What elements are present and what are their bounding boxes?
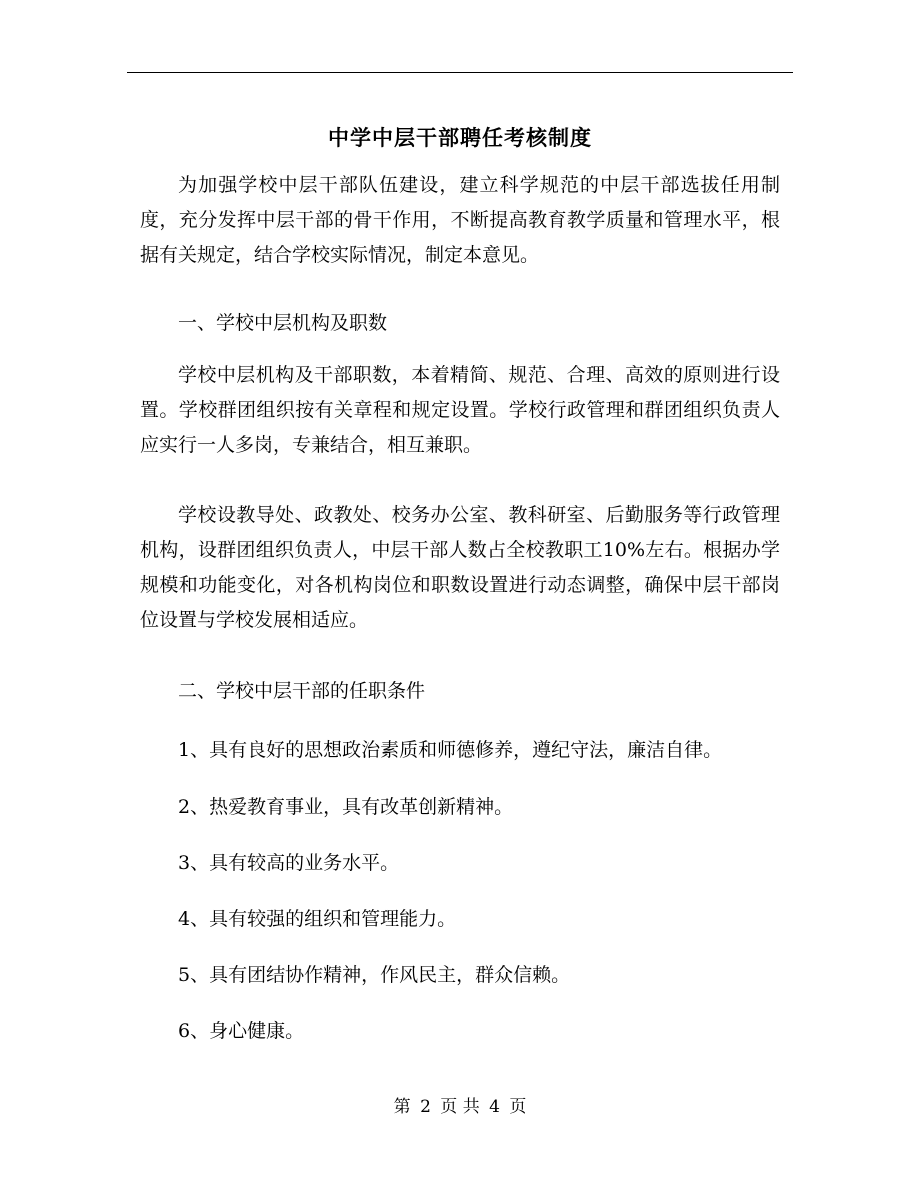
list-item-condition-2: 2、热爱教育事业，具有改革创新精神。 [178, 796, 514, 818]
paragraph-intro: 为加强学校中层干部队伍建设，建立科学规范的中层干部选拔任用制度，充分发挥中层干部的骨干作用，不断提高教育教学质量和管理水平，根据有关规定，结合学校实际情况，制定本意见。 [140, 174, 780, 266]
footer-prefix: 第 [393, 1097, 411, 1117]
list-item-condition-4: 4、具有较强的组织和管理能力。 [178, 908, 457, 930]
section-heading-1: 一、学校中层机构及职数 [178, 312, 388, 334]
page-number-footer [0, 1092, 920, 1122]
list-item-condition-5: 5、具有团结协作精神，作风民主，群众信赖。 [178, 964, 571, 986]
footer-middle: 页 共 [440, 1097, 480, 1117]
footer-total-pages: 4 [489, 1097, 500, 1117]
section-heading-2: 二、学校中层干部的任职条件 [178, 680, 426, 702]
list-item-condition-6: 6、身心健康。 [178, 1020, 305, 1042]
footer-suffix: 页 [509, 1097, 527, 1117]
footer-current-page: 2 [420, 1097, 431, 1117]
paragraph-org-structure: 学校中层机构及干部职数，本着精简、规范、合理、高效的原则进行设置。学校群团组织按有关章程和规定设置。学校行政管理和群团组织负责人应实行一人多岗，专兼结合，相互兼职。 [140, 364, 780, 456]
list-item-condition-3: 3、具有较高的业务水平。 [178, 852, 400, 874]
document-title: 中学中层干部聘任考核制度 [328, 125, 592, 151]
header-rule [127, 72, 793, 73]
paragraph-departments: 学校设教导处、政教处、校务办公室、教科研室、后勤服务等行政管理机构，设群团组织负责人，中层干部人数占全校教职工10%左右。根据办学规模和功能变化，对各机构岗位和职数设置进行动态调整，确保中层干部岗位设置与学校发展相适应。 [140, 504, 780, 631]
list-item-condition-1: 1、具有良好的思想政治素质和师德修养，遵纪守法，廉洁自律。 [178, 739, 723, 761]
